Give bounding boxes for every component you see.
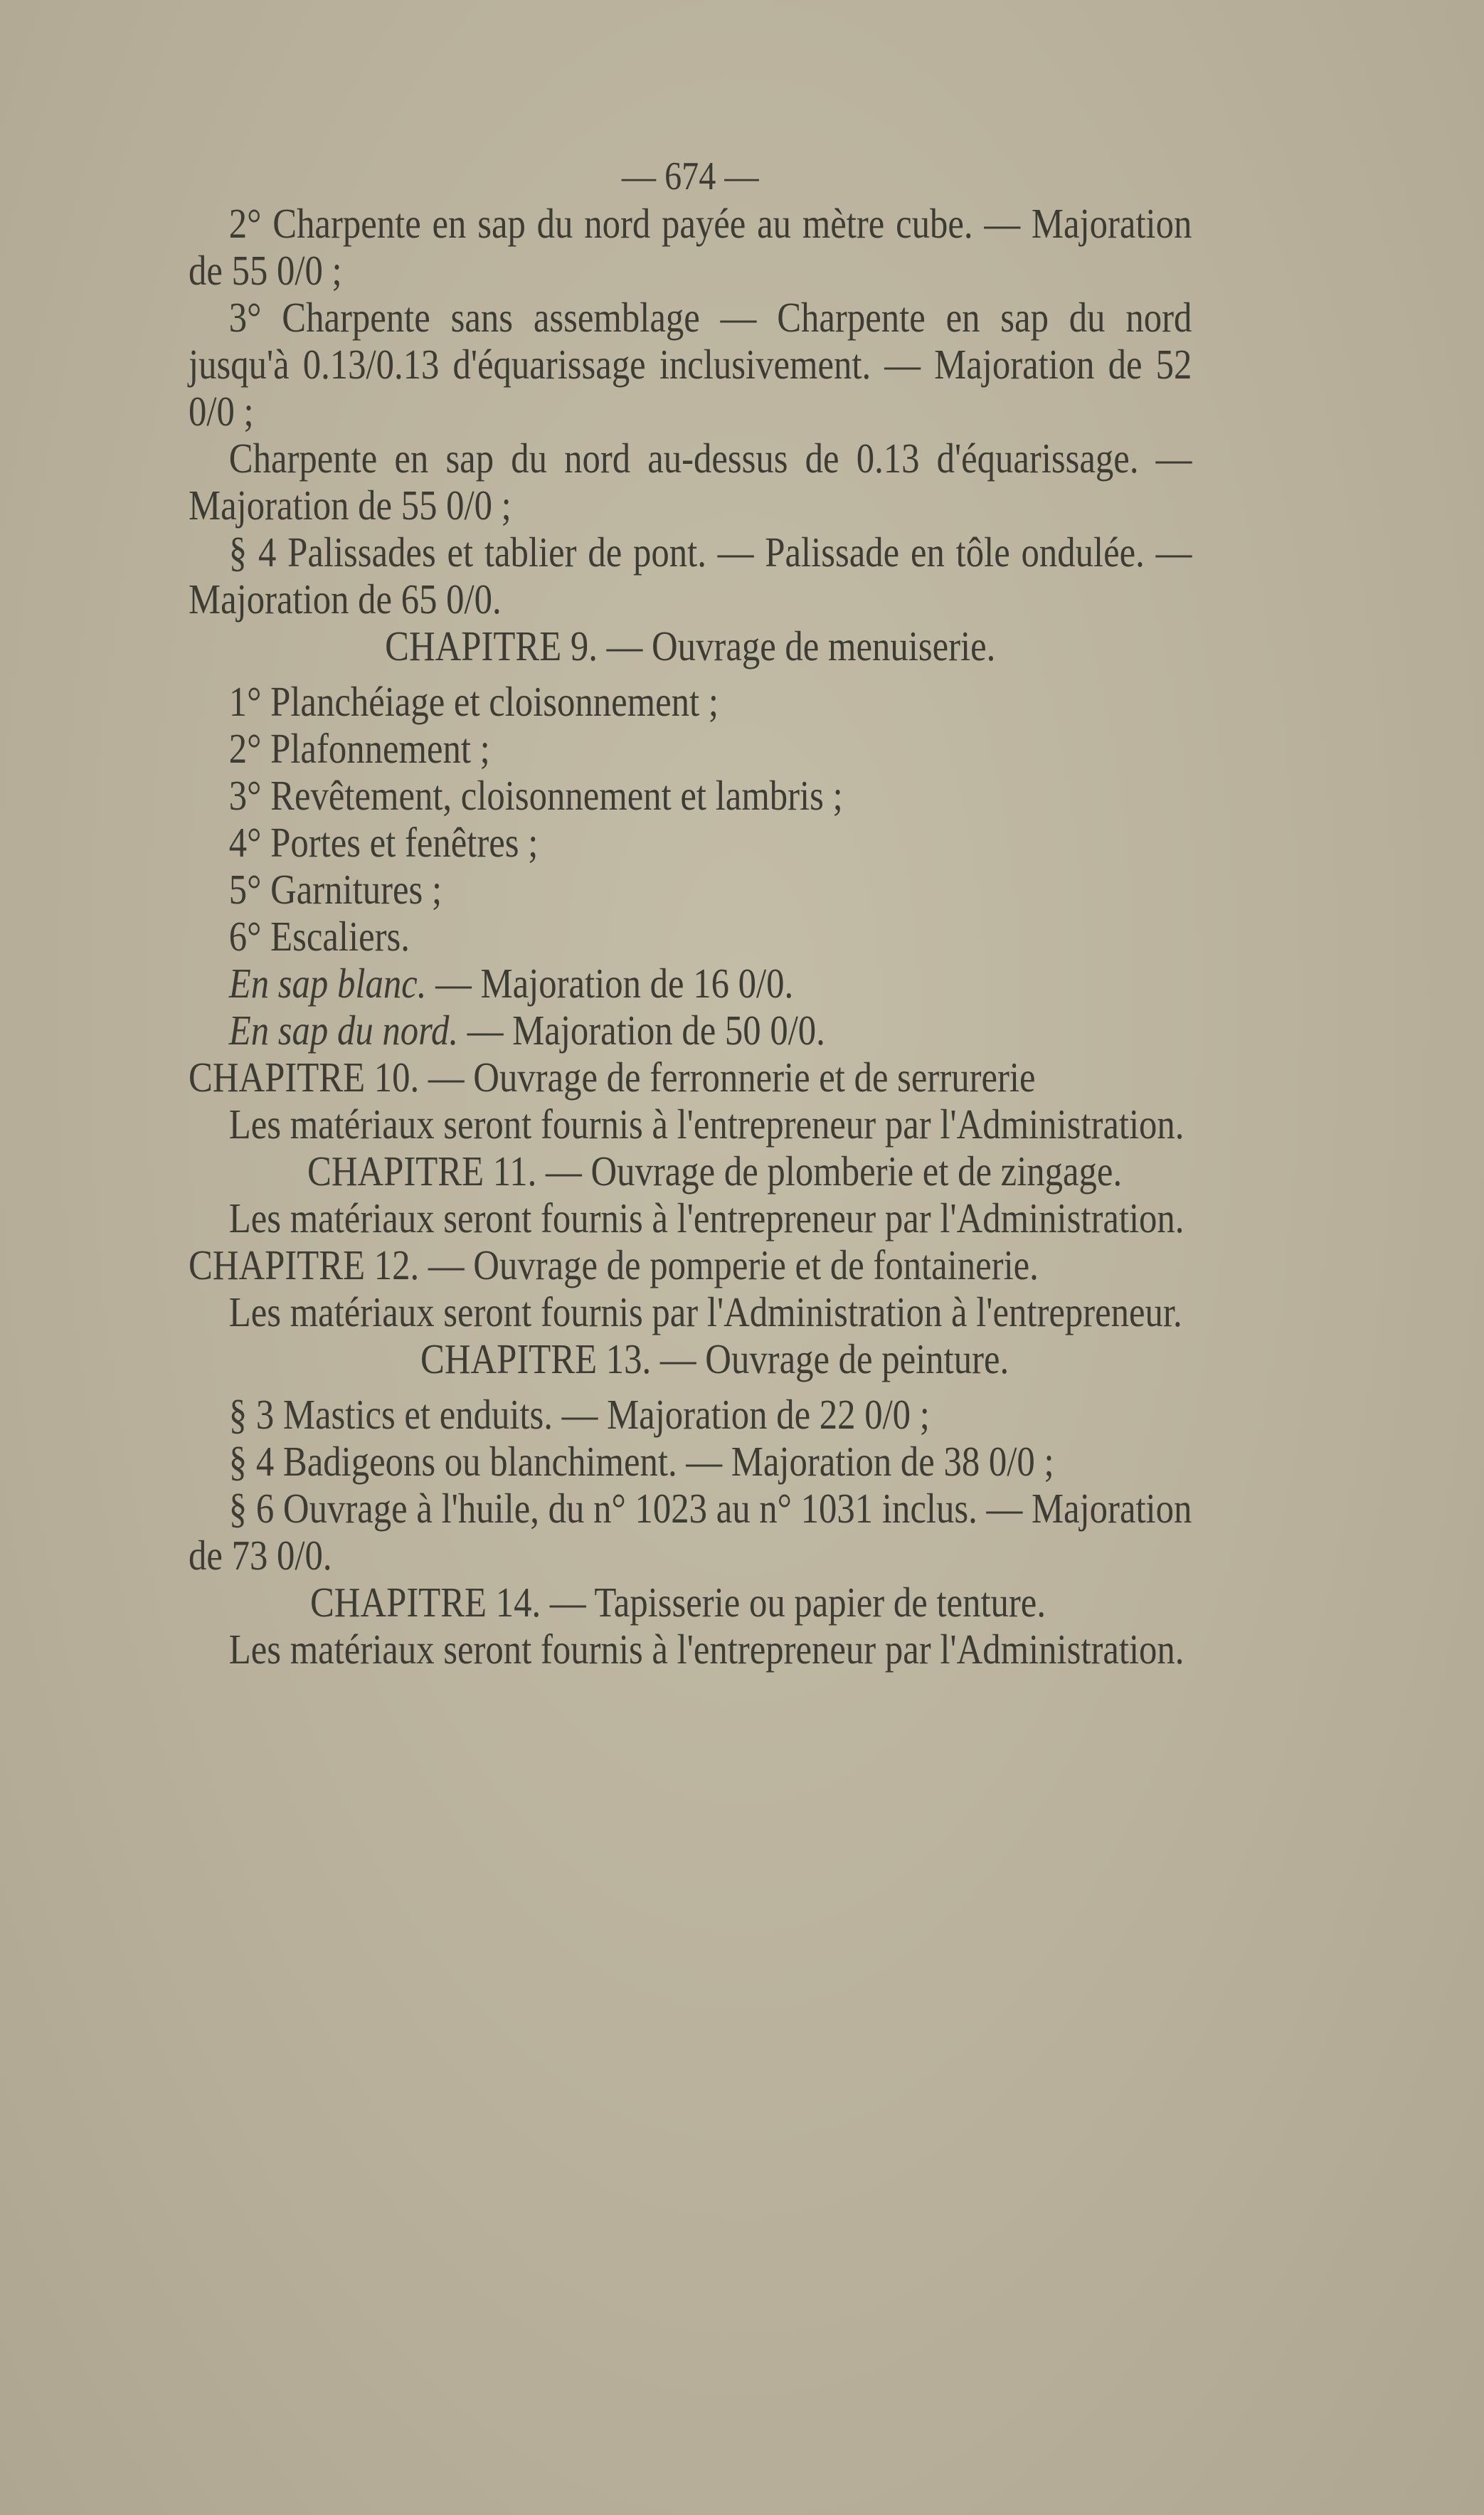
list-item: § 3 Mastics et enduits. — Majoration de 22 0/0 ; — [228, 1391, 930, 1438]
chapter-12-text: Les matériaux seront fournis par l'Administration à l'entrepreneur. — [228, 1288, 1182, 1335]
chapter-13-list — [189, 1391, 1192, 1579]
sap-blanc-text: — Majoration de 16 0/0. — [426, 960, 794, 1007]
chapter-10-text: Les matériaux seront fournis à l'entrepreneur par l'Administration. — [228, 1101, 1184, 1148]
list-item: § 6 Ouvrage à l'huile, du n° 1023 au n° 1031 inclus. — Majoration de 73 0/0. — [189, 1485, 1192, 1579]
chapter-12-title: CHAPITRE 12. — Ouvrage de pomperie et de fontainerie. — [189, 1241, 1039, 1288]
sap-blanc-line — [189, 960, 1192, 1007]
list-item: § 4 Badigeons ou blanchiment. — Majoration de 38 0/0 ; — [228, 1438, 1054, 1485]
list-item: 3° Revêtement, cloisonnement et lambris ; — [228, 772, 843, 819]
paragraph-charpente-au-dessus: Charpente en sap du nord au-dessus de 0.13 d'équarissage. — Majoration de 55 0/0 ; — [189, 435, 1192, 529]
list-item: 6° Escaliers. — [228, 913, 410, 960]
sap-nord-line — [189, 1007, 1192, 1054]
sap-nord-label: En sap du nord. — [228, 1007, 459, 1054]
chapter-10-title: CHAPITRE 10. — Ouvrage de ferronnerie et de serrurerie — [189, 1054, 1036, 1101]
list-item: 4° Portes et fenêtres ; — [228, 819, 539, 866]
chapter-11-text: Les matériaux seront fournis à l'entrepreneur par l'Administration. — [228, 1195, 1184, 1241]
chapter-14-text: Les matériaux seront fournis à l'entrepreneur par l'Administration. — [228, 1626, 1184, 1673]
list-item: 2° Plafonnement ; — [228, 725, 490, 772]
paragraph-palissades: § 4 Palissades et tablier de pont. — Palissade en tôle ondulée. — Majoration de 65 0/0. — [189, 529, 1192, 623]
list-item: 5° Garnitures ; — [228, 866, 442, 913]
paragraph-charpente-nord: 2° Charpente en sap du nord payée au mètre cube. — Majoration de 55 0/0 ; — [189, 200, 1192, 294]
page-number: — 674 — — [621, 154, 759, 198]
chapter-11-title: CHAPITRE 11. — Ouvrage de plomberie et de zingage. — [307, 1148, 1123, 1195]
list-item: 1° Planchéiage et cloisonnement ; — [228, 678, 719, 725]
sap-blanc-label: En sap blanc. — [228, 960, 427, 1007]
chapter-14-title: CHAPITRE 14. — Tapisserie ou papier de tenture. — [309, 1579, 1046, 1626]
paragraph-charpente-sans-assemblage: 3° Charpente sans assemblage — Charpente en sap du nord jusqu'à 0.13/0.13 d'équarissage inclusivement. — Majoration de 52 0/0 ; — [189, 294, 1192, 435]
page-content — [189, 153, 1192, 1673]
sap-nord-text: — Majoration de 50 0/0. — [458, 1007, 825, 1054]
chapter-9-list — [189, 678, 1192, 1054]
chapter-13-title: CHAPITRE 13. — Ouvrage de peinture. — [420, 1335, 1009, 1382]
chapter-9-title: CHAPITRE 9. — Ouvrage de menuiserie. — [385, 623, 996, 669]
